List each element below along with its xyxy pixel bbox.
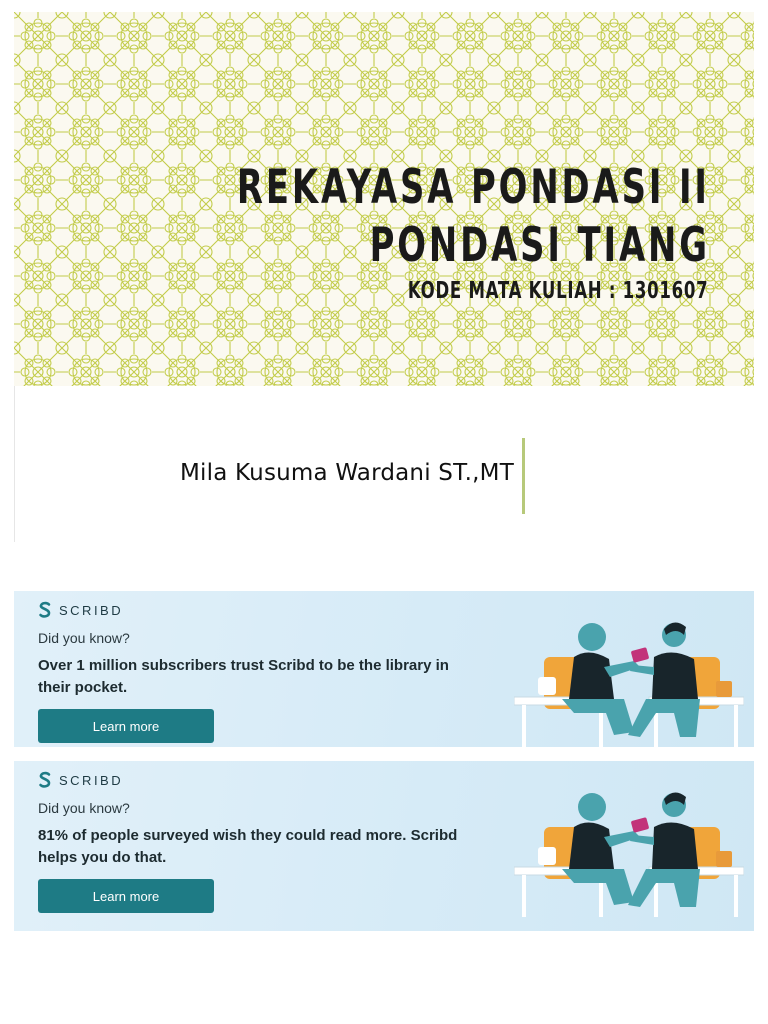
title-line-1: REKAYASA PONDASI II	[237, 160, 710, 215]
ad-headline: Over 1 million subscribers trust Scribd to be the library in their pocket.	[38, 657, 449, 696]
scribd-brand-text: SCRIBD	[59, 772, 124, 788]
scribd-ad-2[interactable]	[14, 761, 754, 931]
ad-headline: 81% of people surveyed wish they could read more. Scribd helps you do that.	[38, 827, 458, 866]
slide-edge-rule	[14, 386, 15, 542]
course-code: KODE MATA KULIAH : 1301607	[407, 278, 708, 304]
reading-couple-illustration	[514, 787, 744, 917]
reading-couple-illustration	[514, 617, 744, 747]
scribd-logo-icon	[38, 601, 52, 619]
scribd-logo-icon	[38, 771, 52, 789]
learn-more-button[interactable]: Learn more	[38, 709, 214, 743]
author-name: Mila Kusuma Wardani ST.,MT	[180, 460, 514, 486]
title-line-2: PONDASI TIANG	[369, 217, 710, 273]
scribd-ad-1[interactable]	[14, 591, 754, 747]
scribd-logo	[38, 771, 123, 789]
accent-divider	[522, 438, 525, 514]
slide-title	[53, 162, 710, 271]
scribd-logo	[38, 601, 123, 619]
ad-kicker: Did you know?	[38, 800, 130, 816]
slide-page	[14, 12, 754, 542]
ad-kicker: Did you know?	[38, 630, 130, 646]
scribd-brand-text: SCRIBD	[59, 602, 124, 618]
learn-more-button[interactable]: Learn more	[38, 879, 214, 913]
